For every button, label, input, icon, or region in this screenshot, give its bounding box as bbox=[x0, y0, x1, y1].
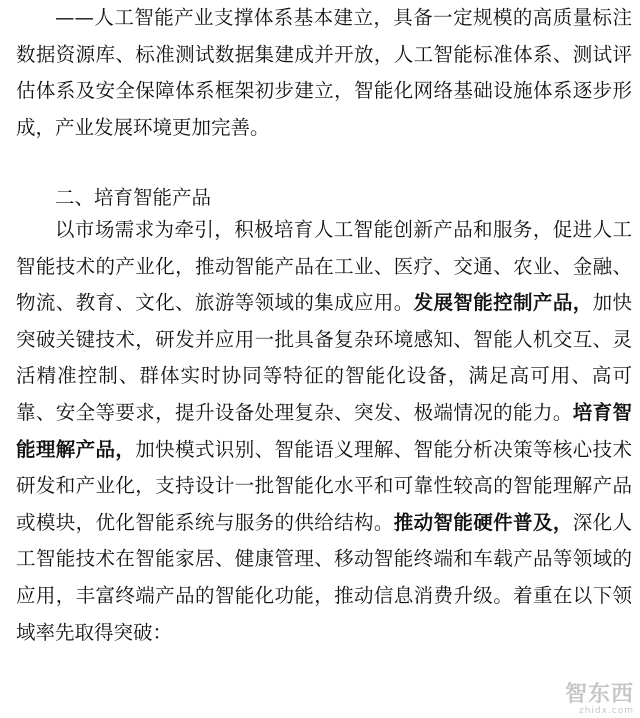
bold-phrase-control-products: 发展智能控制产品， bbox=[413, 291, 593, 315]
paragraph-industry-support: ——人工智能产业支撑体系基本建立，具备一定规模的高质量标注数据资源库、标准测试数据集建成并开放，人工智能标准体系、测试评估体系及安全保障体系框架初步建立，智能化网络基础设施体系逐步形成，产业发展环境更加完善。 bbox=[16, 6, 632, 139]
paragraph-text-hardware: 深化人工智能技术在智能家居、健康管理、移动智能终端和车载产品等领域的应用，丰富终端产品的智能化功能，推动信息消费升级。着重在以下领域率先取得突破： bbox=[16, 510, 632, 644]
bold-phrase-hardware: 推动智能硬件普及， bbox=[393, 510, 573, 534]
watermark-main-text: 智东西 bbox=[564, 682, 634, 707]
section-heading: 二、培育智能产品 bbox=[55, 186, 212, 209]
paragraph-text-control: 加快突破关键技术，研发并应用一批具备复杂环境感知、智能人机交互、灵活精准控制、群体实时协同等特征的智能化设备，满足高可用、高可靠、安全等要求，提升设备处理复杂、突发、极端情况的能力。 bbox=[16, 291, 632, 424]
bold-phrase-understanding-products: 培育智能理解产品， bbox=[16, 400, 632, 461]
watermark-logo bbox=[565, 684, 634, 716]
watermark-sub-text: zhidx.com bbox=[578, 706, 634, 716]
paragraph-intro: 以市场需求为牵引，积极培育人工智能创新产品和服务，促进人工智能技术的产业化，推动智能产品在工业、医疗、交通、农业、金融、物流、教育、文化、旅游等领域的集成应用。 bbox=[16, 218, 632, 315]
paragraph-cultivate-products bbox=[16, 212, 632, 651]
paragraph-text-understanding: 加快模式识别、智能语义理解、智能分析决策等核心技术研发和产业化，支持设计一批智能化水平和可靠性较高的智能理解产品或模块，优化智能系统与服务的供给结构。 bbox=[16, 437, 632, 534]
